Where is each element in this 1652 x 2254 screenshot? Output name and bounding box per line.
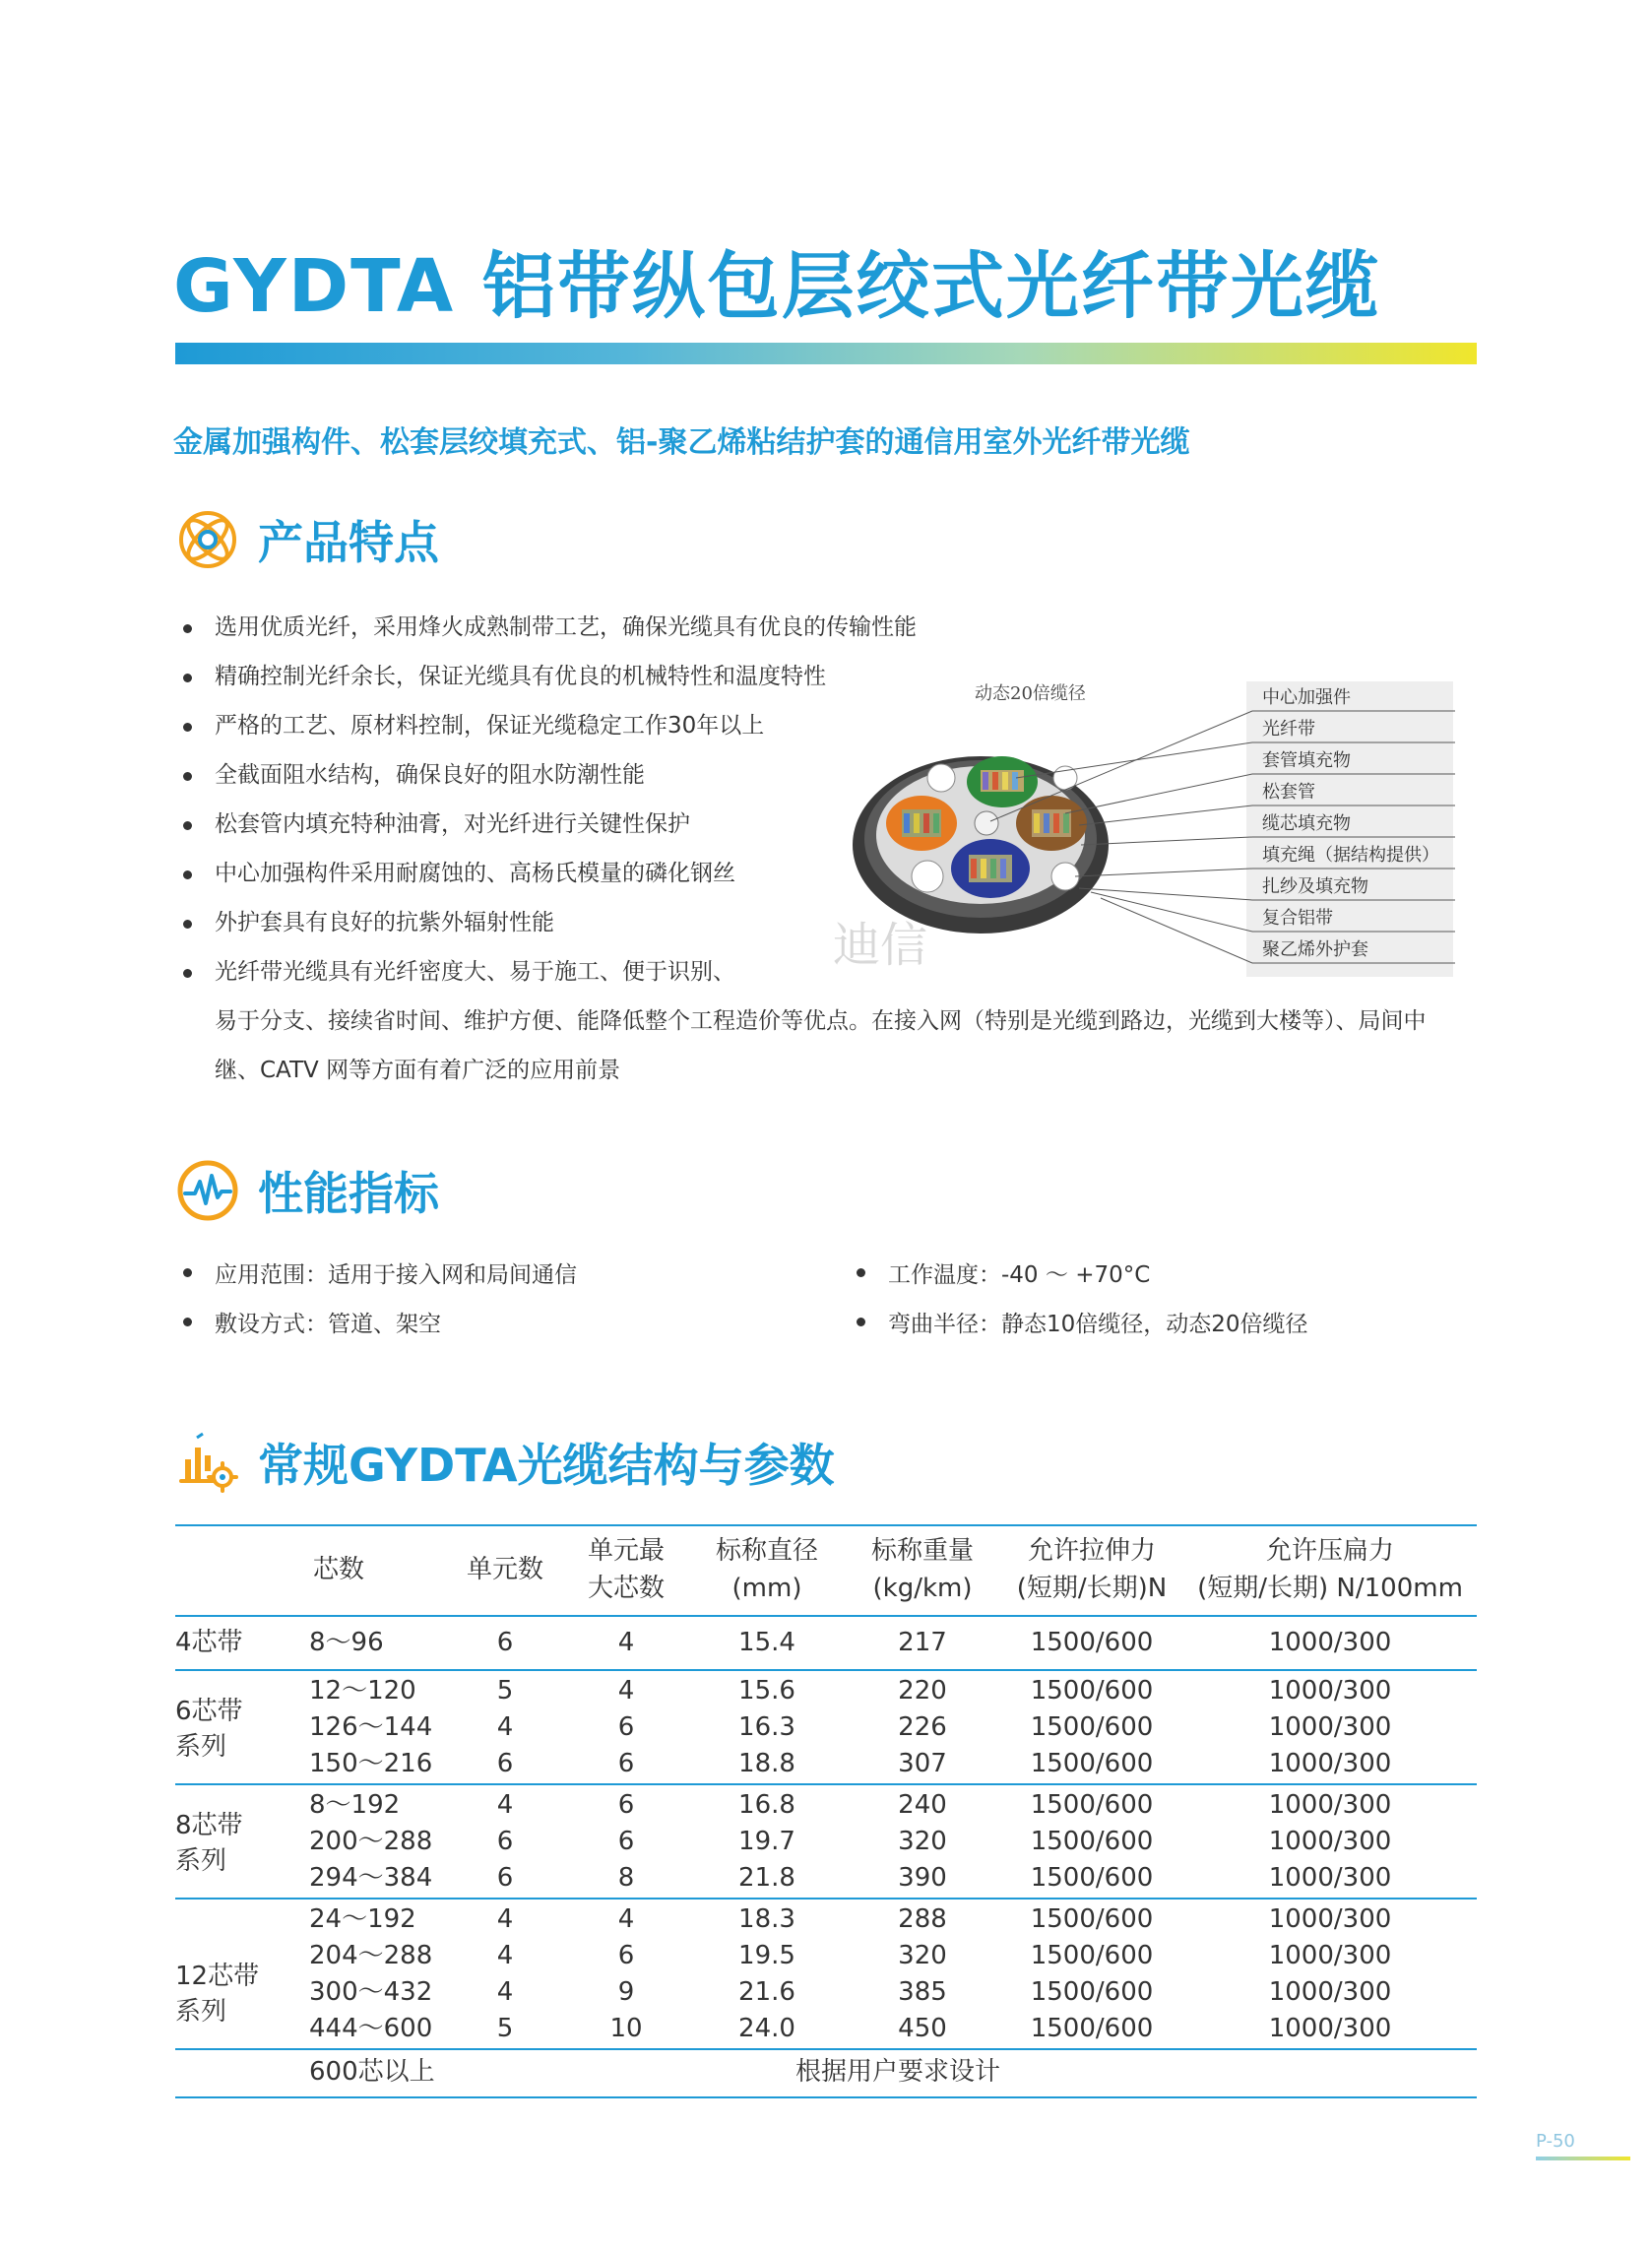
table-header-row [175, 1525, 1477, 1616]
cell-tensile: 1500/600 [1030, 1790, 1154, 1820]
cell-unit-max: 6 [617, 1712, 635, 1742]
cell-diameter: 15.4 [738, 1628, 795, 1657]
cell-diameter: 18.3 [738, 1904, 795, 1934]
cell-cores: 126～144 [309, 1712, 433, 1742]
cell-unit-max: 9 [617, 1977, 635, 2007]
loose-tube-orange [886, 796, 957, 851]
page-number: P-50 [1536, 2131, 1575, 2152]
table-row [175, 1744, 1477, 1784]
table-row [175, 1670, 1477, 1707]
table-footer [175, 2049, 1477, 2097]
cell-cores: 8～96 [309, 1628, 384, 1657]
table-row [175, 1707, 1477, 1744]
feature-item: 松套管内填充特种油膏，对光纤进行关键性保护 [183, 800, 1069, 849]
table-row [175, 1784, 1477, 1822]
feature-item: 严格的工艺、原材料控制，保证光缆稳定工作30年以上 [183, 701, 1069, 750]
table-group-12 [175, 1899, 1477, 2049]
section-divider [175, 1124, 1477, 1127]
cell-units: 4 [496, 1941, 514, 1970]
cell-diameter: 24.0 [738, 2014, 795, 2043]
cell-tensile: 1500/600 [1030, 1676, 1154, 1706]
cell-weight: 217 [898, 1628, 947, 1657]
page-subtitle: 金属加强构件、松套层绞填充式、铝-聚乙烯粘结护套的通信用室外光纤带光缆 [173, 425, 1190, 460]
table-row [175, 2009, 1477, 2049]
header-diameter: 标称直径 (mm) [715, 1536, 818, 1603]
cell-crush: 1000/300 [1268, 1941, 1392, 1970]
cell-cores: 300～432 [309, 1977, 433, 2007]
feature-item: 光纤带光缆具有光纤密度大、易于施工、便于识别、 [183, 947, 1069, 997]
performance-item: 敷设方式：管道、架空 [183, 1306, 441, 1338]
series-label: 6芯带 系列 [175, 1697, 243, 1762]
cell-diameter: 18.8 [738, 1749, 795, 1778]
diagram-label: 中心加强件 [1262, 687, 1351, 708]
atom-icon [175, 507, 240, 572]
cell-units: 6 [496, 1863, 514, 1893]
cell-crush: 1000/300 [1268, 1790, 1392, 1820]
cell-weight: 226 [898, 1712, 947, 1742]
cell-weight: 320 [898, 1941, 947, 1970]
cell-crush: 1000/300 [1268, 2014, 1392, 2043]
section-divider [175, 1378, 1477, 1381]
table-row [175, 1822, 1477, 1858]
cell-units: 6 [496, 1628, 514, 1657]
features-heading-label: 产品特点 [258, 516, 439, 569]
cable-cross-section-diagram [833, 676, 1455, 981]
table-group-8 [175, 1784, 1477, 1899]
cell-tensile: 1500/600 [1030, 1827, 1154, 1856]
cell-cores: 204～288 [309, 1941, 433, 1970]
cell-tensile: 1500/600 [1030, 1863, 1154, 1893]
cell-crush: 1000/300 [1268, 1977, 1392, 2007]
cell-unit-max: 4 [617, 1628, 635, 1657]
cell-units: 4 [496, 1904, 514, 1934]
cell-diameter: 19.5 [738, 1941, 795, 1970]
series-label: 4芯带 [175, 1628, 243, 1657]
pulse-icon [175, 1158, 240, 1223]
table-row [175, 2049, 1477, 2097]
cell-weight: 288 [898, 1904, 947, 1934]
feature-item: 精确控制光纤余长，保证光缆具有优良的机械特性和温度特性 [183, 652, 1069, 701]
header-series [175, 1525, 309, 1616]
cell-units: 4 [496, 1790, 514, 1820]
cell-tensile: 1500/600 [1030, 1941, 1154, 1970]
series-label: 12芯带 系列 [175, 1961, 260, 2027]
chart-gear-icon [175, 1430, 240, 1495]
diagram-label: 缆芯填充物 [1262, 813, 1351, 834]
header-crush: 允许压扁力 (短期/长期) N/100mm [1197, 1536, 1463, 1603]
header-weight: 标称重量 (kg/km) [870, 1536, 974, 1603]
cell-cores: 8～192 [309, 1790, 401, 1820]
diagram-label: 聚乙烯外护套 [1262, 939, 1368, 960]
cell-diameter: 15.6 [738, 1676, 795, 1706]
cell-cores: 444～600 [309, 2014, 433, 2043]
cell-cores: 150～216 [309, 1749, 433, 1778]
cell-weight: 385 [898, 1977, 947, 2007]
loose-tube-blue [951, 839, 1030, 898]
cell-units: 4 [496, 1712, 514, 1742]
cell-tensile: 1500/600 [1030, 1628, 1154, 1657]
cell-tensile: 1500/600 [1030, 1749, 1154, 1778]
cell-weight: 220 [898, 1676, 947, 1706]
header-unit-max: 单元最 大芯数 [587, 1536, 665, 1603]
table-row [175, 1858, 1477, 1899]
series-label: 8芯带 系列 [175, 1811, 243, 1876]
page-title: GYDTA 铝带纵包层绞式光纤带光缆 [173, 244, 1380, 329]
performance-item: 应用范围：适用于接入网和局间通信 [183, 1256, 577, 1289]
cell-unit-max: 10 [609, 2014, 643, 2043]
header-tensile: 允许拉伸力 (短期/长期)N [1016, 1536, 1168, 1603]
loose-tube-green [967, 756, 1038, 807]
diagram-watermark: 迪信 [833, 918, 928, 973]
performance-item: 弯曲半径：静态10倍缆径，动态20倍缆径 [857, 1306, 1308, 1338]
table-row [175, 1899, 1477, 1936]
page-number-bar [1536, 2157, 1630, 2160]
cell-weight: 450 [898, 2014, 947, 2043]
features-heading [175, 505, 439, 574]
cell-cores: 200～288 [309, 1827, 433, 1856]
footer-cores: 600芯以上 [309, 2057, 435, 2087]
table-group-4 [175, 1616, 1477, 1670]
performance-heading-label: 性能指标 [258, 1167, 439, 1220]
table-group-6 [175, 1670, 1477, 1784]
cell-unit-max: 6 [617, 1790, 635, 1820]
footer-note: 根据用户要求设计 [794, 2057, 1000, 2087]
spec-table [175, 1524, 1477, 2098]
feature-item: 选用优质光纤，采用烽火成熟制带工艺，确保光缆具有优良的传输性能 [183, 603, 1069, 652]
cell-unit-max: 8 [617, 1863, 635, 1893]
cell-diameter: 21.8 [738, 1863, 795, 1893]
table-row [175, 1616, 1477, 1670]
spec-table-heading [175, 1428, 835, 1497]
cell-weight: 307 [898, 1749, 947, 1778]
diagram-label: 扎纱及填充物 [1262, 876, 1368, 897]
cell-unit-max: 6 [617, 1941, 635, 1970]
cell-unit-max: 6 [617, 1827, 635, 1856]
cell-diameter: 16.8 [738, 1790, 795, 1820]
cell-tensile: 1500/600 [1030, 2014, 1154, 2043]
table-row [175, 1936, 1477, 1972]
cable-body [853, 756, 1109, 934]
cell-units: 5 [496, 1676, 514, 1706]
performance-item: 工作温度：-40 ～ +70°C [857, 1256, 1150, 1289]
cell-tensile: 1500/600 [1030, 1977, 1154, 2007]
diagram-label: 复合铝带 [1262, 908, 1333, 929]
diagram-label: 松套管 [1262, 782, 1315, 803]
header-units: 单元数 [466, 1555, 543, 1584]
cell-crush: 1000/300 [1268, 1863, 1392, 1893]
cell-unit-max: 4 [617, 1676, 635, 1706]
spec-table-heading-label: 常规GYDTA光缆结构与参数 [258, 1439, 835, 1492]
cell-units: 5 [496, 2014, 514, 2043]
loose-tube-brown [1016, 796, 1087, 851]
cell-diameter: 21.6 [738, 1977, 795, 2007]
footer-series-empty [175, 2049, 309, 2097]
cell-tensile: 1500/600 [1030, 1904, 1154, 1934]
cell-crush: 1000/300 [1268, 1712, 1392, 1742]
cell-unit-max: 4 [617, 1904, 635, 1934]
cell-weight: 320 [898, 1827, 947, 1856]
diagram-label: 填充绳（据结构提供） [1262, 845, 1439, 866]
diagram-label: 套管填充物 [1262, 750, 1351, 771]
diagram-label: 光纤带 [1262, 719, 1315, 740]
cell-crush: 1000/300 [1268, 1904, 1392, 1934]
cell-cores: 24～192 [309, 1904, 416, 1934]
footer-empty [1000, 2049, 1477, 2097]
feature-item-continuation: 易于分支、接续省时间、维护方便、能降低整个工程造价等优点。在接入网（特别是光缆到路边，光缆到大楼等）、局间中继、CATV 网等方面有着广泛的应用前景 [215, 1008, 1427, 1083]
cell-units: 6 [496, 1827, 514, 1856]
diagram-top-label: 动态20倍缆径 [975, 683, 1086, 704]
cell-weight: 390 [898, 1863, 947, 1893]
cell-crush: 1000/300 [1268, 1628, 1392, 1657]
cell-units: 6 [496, 1749, 514, 1778]
cell-unit-max: 6 [617, 1749, 635, 1778]
cell-weight: 240 [898, 1790, 947, 1820]
cell-crush: 1000/300 [1268, 1827, 1392, 1856]
title-gradient-bar [175, 343, 1477, 364]
cell-units: 4 [496, 1977, 514, 2007]
cell-cores: 294～384 [309, 1863, 433, 1893]
performance-heading [175, 1156, 439, 1225]
cell-diameter: 16.3 [738, 1712, 795, 1742]
header-cores: 芯数 [313, 1555, 365, 1584]
cell-diameter: 19.7 [738, 1827, 795, 1856]
feature-item: 全截面阻水结构，确保良好的阻水防潮性能 [183, 750, 1069, 800]
cell-crush: 1000/300 [1268, 1676, 1392, 1706]
feature-item: 中心加强构件采用耐腐蚀的、高杨氏模量的磷化钢丝 [183, 849, 1069, 898]
table-row [175, 1972, 1477, 2009]
feature-item: 外护套具有良好的抗紫外辐射性能 [183, 898, 1069, 947]
cell-crush: 1000/300 [1268, 1749, 1392, 1778]
cell-tensile: 1500/600 [1030, 1712, 1154, 1742]
cell-cores: 12～120 [309, 1676, 416, 1706]
